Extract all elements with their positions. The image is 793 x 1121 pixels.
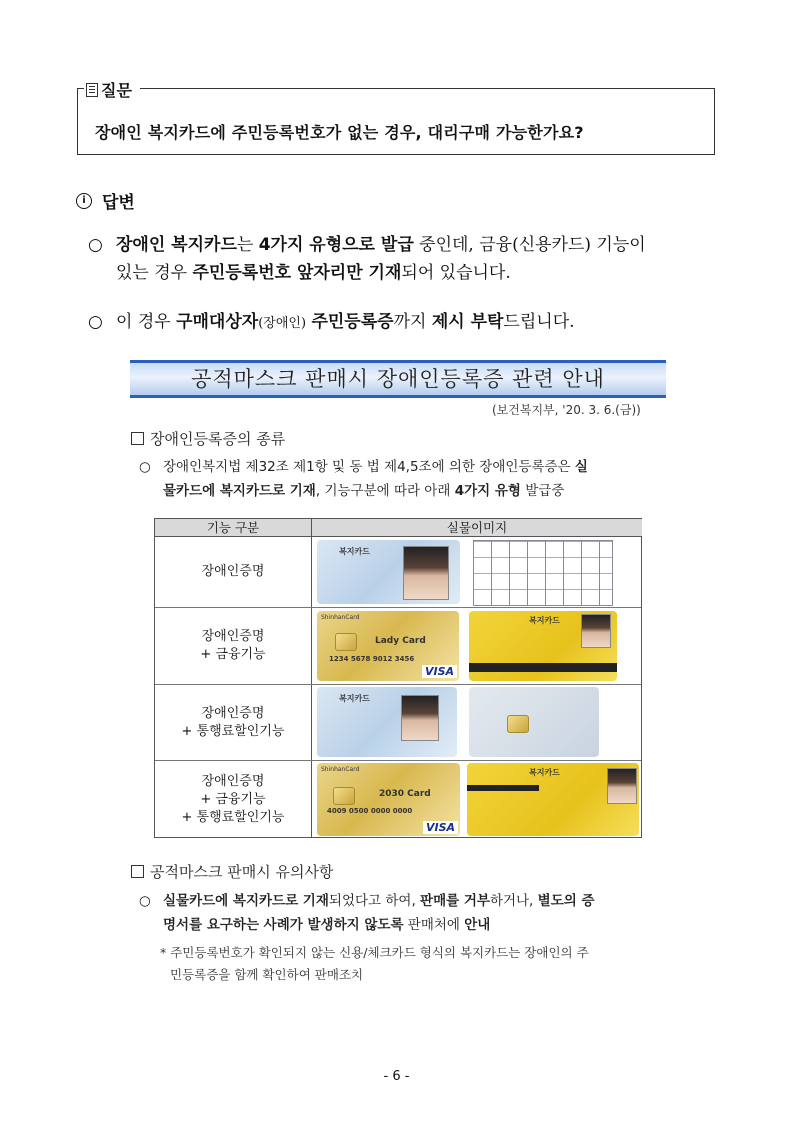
s2-bold-4: 명서를 요구하는 사례가 발생하지 않도록 <box>163 917 404 933</box>
p1-text-3: 있는 경우 <box>116 263 193 283</box>
p2-text-1: 이 경우 <box>116 312 177 332</box>
section2-title <box>131 861 333 882</box>
visa-logo: VISA <box>422 665 457 678</box>
section1-title-text: 장애인등록증의 종류 <box>150 430 286 448</box>
row3-line2: + 통행료할인기능 <box>181 723 285 739</box>
row2-line1: 장애인증명 <box>201 629 265 644</box>
card-title: 복지카드 <box>339 547 370 556</box>
p1-bold-2: 4가지 유형으로 발급 <box>258 235 414 255</box>
row4-line1: 장애인증명 <box>201 773 265 789</box>
s1-bold-3: 4가지 유형 <box>454 483 521 499</box>
toll-card-front-image <box>317 687 457 757</box>
card-title: 복지카드 <box>529 768 560 777</box>
p1-text-1: 는 <box>236 235 259 255</box>
section2-note <box>160 942 680 986</box>
note-line-2: 민등록증을 함께 확인하여 판매조치 <box>170 967 364 982</box>
s1-text-2: , 기능구분에 따라 아래 <box>315 483 455 499</box>
s1-text-3: 발급중 <box>520 483 565 499</box>
question-tab-label: 질문 <box>101 81 132 100</box>
s1-bold-2: 물카드에 복지카드로 기재 <box>163 483 316 499</box>
row4-line3: + 통행료할인기능 <box>181 809 285 825</box>
memo-icon <box>86 83 98 97</box>
table-header-image: 실물이미지 <box>312 519 642 537</box>
answer-heading-label: 답변 <box>102 193 135 213</box>
notice-banner: 공적마스크 판매시 장애인등록증 관련 안내 <box>130 360 666 398</box>
question-tab <box>84 78 140 101</box>
answer-paragraph-1: ○ 장애인 복지카드는 4가지 유형으로 발급 중인데, 금융(신용카드) 기능이 있는 경우 주민등록번호 앞자리만 기재되어 있습니다. <box>88 235 646 283</box>
s2-text-2: 하거나, <box>489 893 538 909</box>
s2-bold-5: 안내 <box>464 917 491 933</box>
card-title: 복지카드 <box>339 694 370 703</box>
row2-line2: + 금융기능 <box>200 647 266 662</box>
p2-text-3: 드립니다. <box>503 312 575 332</box>
card-number: 1234 5678 9012 3456 <box>329 655 415 663</box>
p1-text-2: 중인데, 금융(신용카드) 기능이 <box>413 235 646 255</box>
note-line-1: * 주민등록번호가 확인되지 않는 신용/체크카드 형식의 복지카드는 장애인의 주 <box>160 945 589 960</box>
row1-line1: 장애인증명 <box>201 564 265 579</box>
s2-text-3: 판매처에 <box>403 917 465 933</box>
welfare-card-back-image <box>473 540 613 606</box>
answer-heading <box>76 188 135 213</box>
card-title: 복지카드 <box>529 616 560 625</box>
welfare-card-front-image <box>317 540 460 604</box>
table-row-label <box>155 537 311 607</box>
p2-bold-1: 구매대상자 <box>176 312 259 332</box>
card2030-image <box>317 763 460 836</box>
section1-title <box>131 428 285 449</box>
card-brand: ShinhanCard <box>321 614 360 621</box>
p2-bold-3: 제시 부탁 <box>431 312 504 332</box>
card2030-back-image <box>467 763 639 836</box>
visa-logo: VISA <box>423 821 458 834</box>
section2-title-text: 공적마스크 판매시 유의사항 <box>150 863 334 881</box>
card-name: Lady Card <box>375 636 426 646</box>
answer-paragraph-2: ○ 이 경우 구매대상자(장애인) 주민등록증까지 제시 부탁드립니다. <box>88 312 575 332</box>
row3-line1: 장애인증명 <box>201 705 265 721</box>
section2-point: ○ 실물카드에 복지카드로 기재되었다고 하여, 판매를 거부하거나, 별도의 증 명서를 요구하는 사례가 발생하지 않도록 판매처에 안내 <box>139 893 595 933</box>
row4-line2: + 금융기능 <box>200 791 266 807</box>
card-types-table <box>154 518 642 838</box>
table-row-label <box>155 761 311 838</box>
toll-card-back-image <box>469 687 599 757</box>
section1-point: ○ 장애인복지법 제32조 제1항 및 동 법 제4,5조에 의한 장애인등록증은 실 물카드에 복지카드로 기재, 기능구분에 따라 아래 4가지 유형 발급중 <box>139 459 588 499</box>
p1-bold-1: 장애인 복지카드 <box>116 235 237 255</box>
s1-text-1: 장애인복지법 제32조 제1항 및 동 법 제4,5조에 의한 장애인등록증은 <box>163 459 575 475</box>
question-text: 장애인 복지카드에 주민등록번호가 없는 경우, 대리구매 가능한가요? <box>95 123 584 142</box>
page-number: - 6 - <box>383 1069 410 1084</box>
info-circle-icon: i <box>76 193 92 209</box>
table-row-label <box>155 685 311 760</box>
s2-text-1: 되었다고 하여, <box>328 893 421 909</box>
card-brand: ShinhanCard <box>321 766 360 773</box>
p2-small: (장애인) <box>258 316 307 331</box>
checkbox-square-icon <box>131 865 144 878</box>
s2-bold-2: 판매를 거부 <box>420 893 490 909</box>
checkbox-square-icon <box>131 432 144 445</box>
table-row-label <box>155 608 311 684</box>
p1-text-4: 되어 있습니다. <box>401 263 511 283</box>
lady-card-image <box>317 611 459 681</box>
s1-bold-1: 실 <box>574 459 588 475</box>
card-number: 4009 0500 0000 0000 <box>327 807 413 815</box>
table-header-function: 기능 구분 <box>155 519 311 537</box>
p2-text-2: 까지 <box>393 312 432 332</box>
s2-bold-3: 별도의 증 <box>537 893 595 909</box>
lady-card-back-image <box>469 611 617 681</box>
p2-bold-2: 주민등록증 <box>311 312 394 332</box>
p1-bold-3: 주민등록번호 앞자리만 기재 <box>192 263 402 283</box>
notice-source-date: (보건복지부, '20. 3. 6.(금)) <box>492 403 641 417</box>
card-name: 2030 Card <box>379 789 431 799</box>
s2-bold-1: 실물카드에 복지카드로 기재 <box>163 893 329 909</box>
